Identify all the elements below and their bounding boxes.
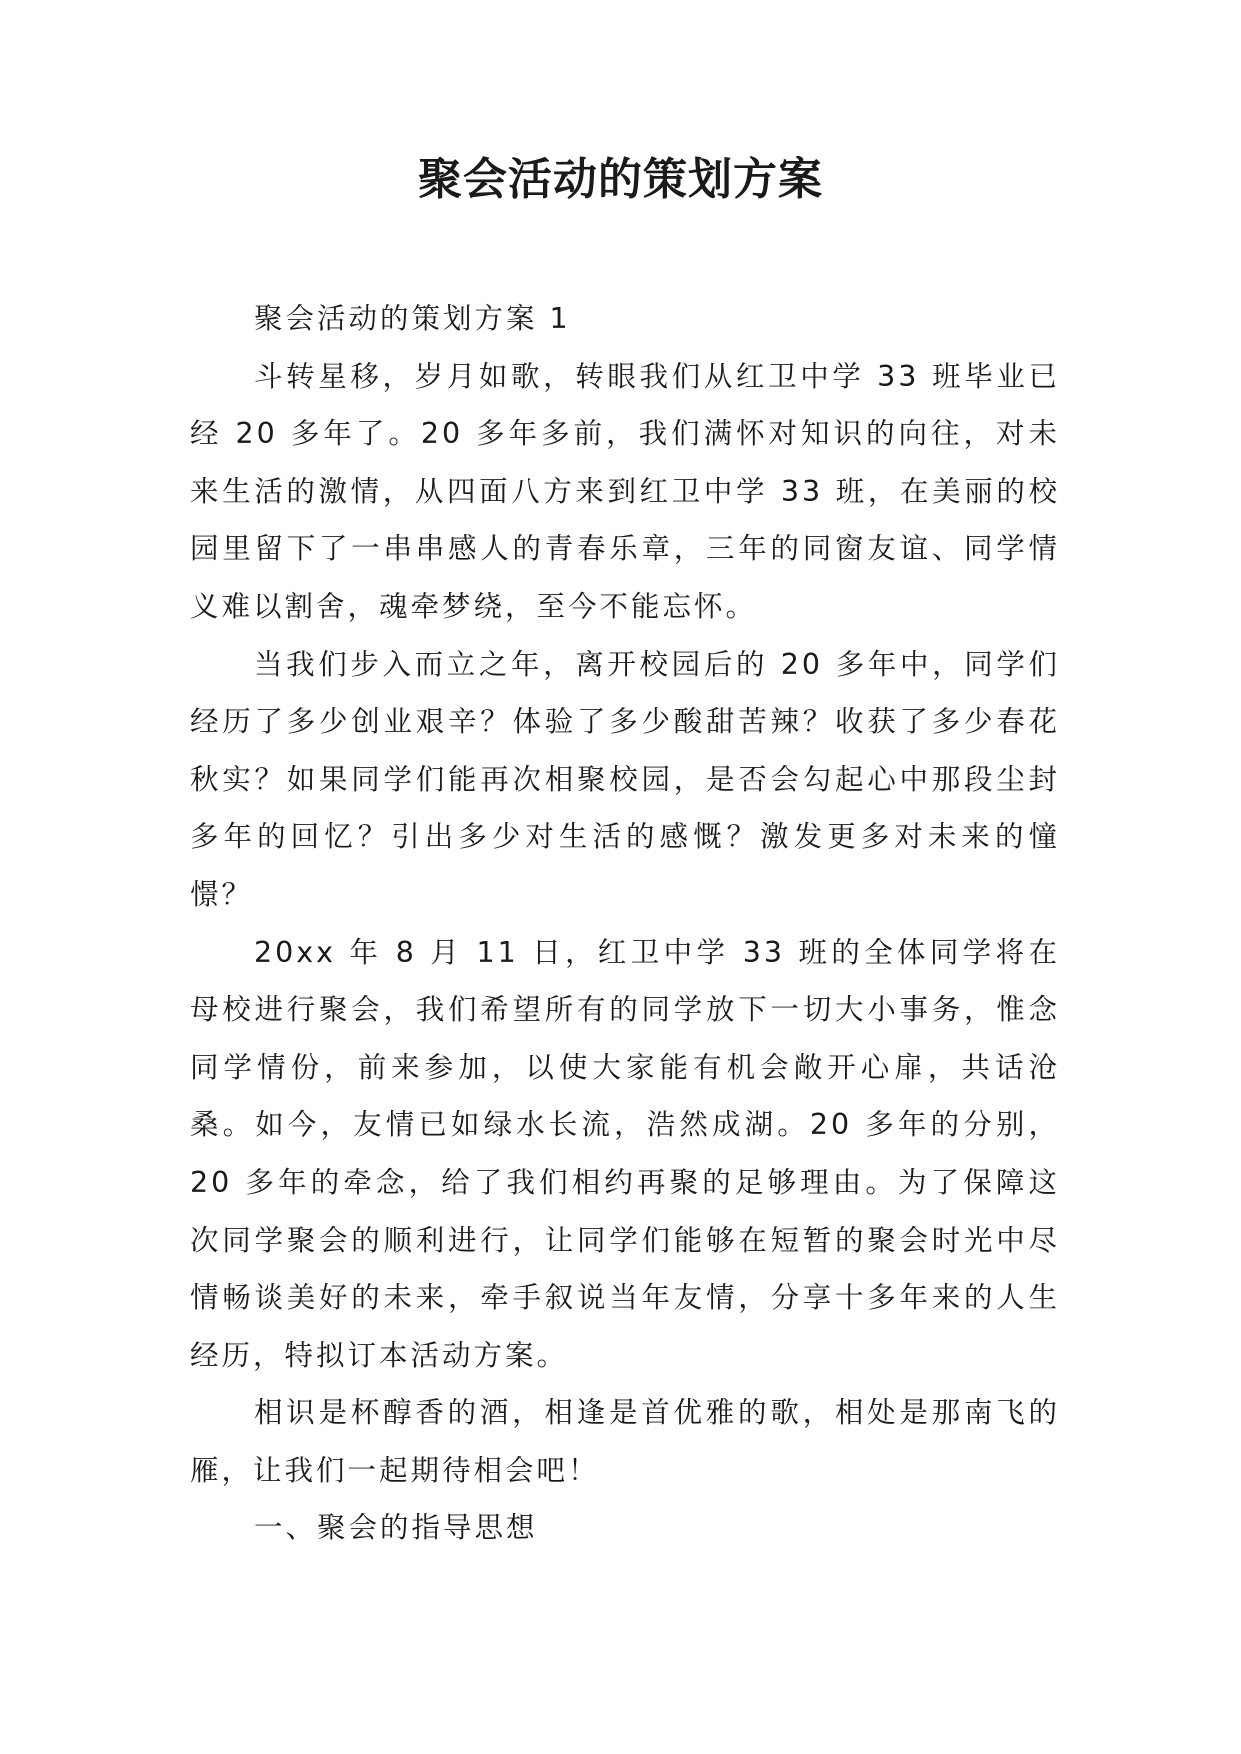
paragraph: 相识是杯醇香的酒，相逢是首优雅的歌，相处是那南飞的雁，让我们一起期待相会吧！ (190, 1396, 1060, 1487)
paragraph: 当我们步入而立之年，离开校园后的 20 多年中，同学们经历了多少创业艰辛？体验了多少酸甜苦辣？收获了多少春花秋实？如果同学们能再次相聚校园，是否会勾起心中那段尘封多年的回忆？引出多少对生活的感慨？激发更多对未来的憧憬？ (190, 647, 1060, 911)
paragraph: 20xx 年 8 月 11 日，红卫中学 33 班的全体同学将在母校进行聚会，我们希望所有的同学放下一切大小事务，惟念同学情份，前来参加，以使大家能有机会敞开心扉，共话沧桑。如今，友情已如绿水长流，浩然成湖。20 多年的分别，20 多年的牵念，给了我们相约再聚的足够理由。为了保障这次同学聚会的顺利进行，让同学们能够在短暂的聚会时光中尽情畅谈美好的未来，牵手叙说当年友情，分享十多年来的人生经历，特拟订本活动方案。 (190, 935, 1060, 1372)
document-body (190, 290, 1060, 1557)
section-heading: 一、聚会的指导思想 (254, 1511, 538, 1545)
paragraph: 斗转星移，岁月如歌，转眼我们从红卫中学 33 班毕业已经 20 多年了。20 多年多前，我们满怀对知识的向往，对未来生活的激情，从四面八方来到红卫中学 33 班，在美丽的校园里留下了一串串感人的青春乐章，三年的同窗友谊、同学情义难以割舍，魂牵梦绕，至今不能忘怀。 (190, 359, 1060, 623)
section-heading: 聚会活动的策划方案 1 (254, 302, 571, 335)
document-title: 聚会活动的策划方案 (418, 154, 823, 205)
